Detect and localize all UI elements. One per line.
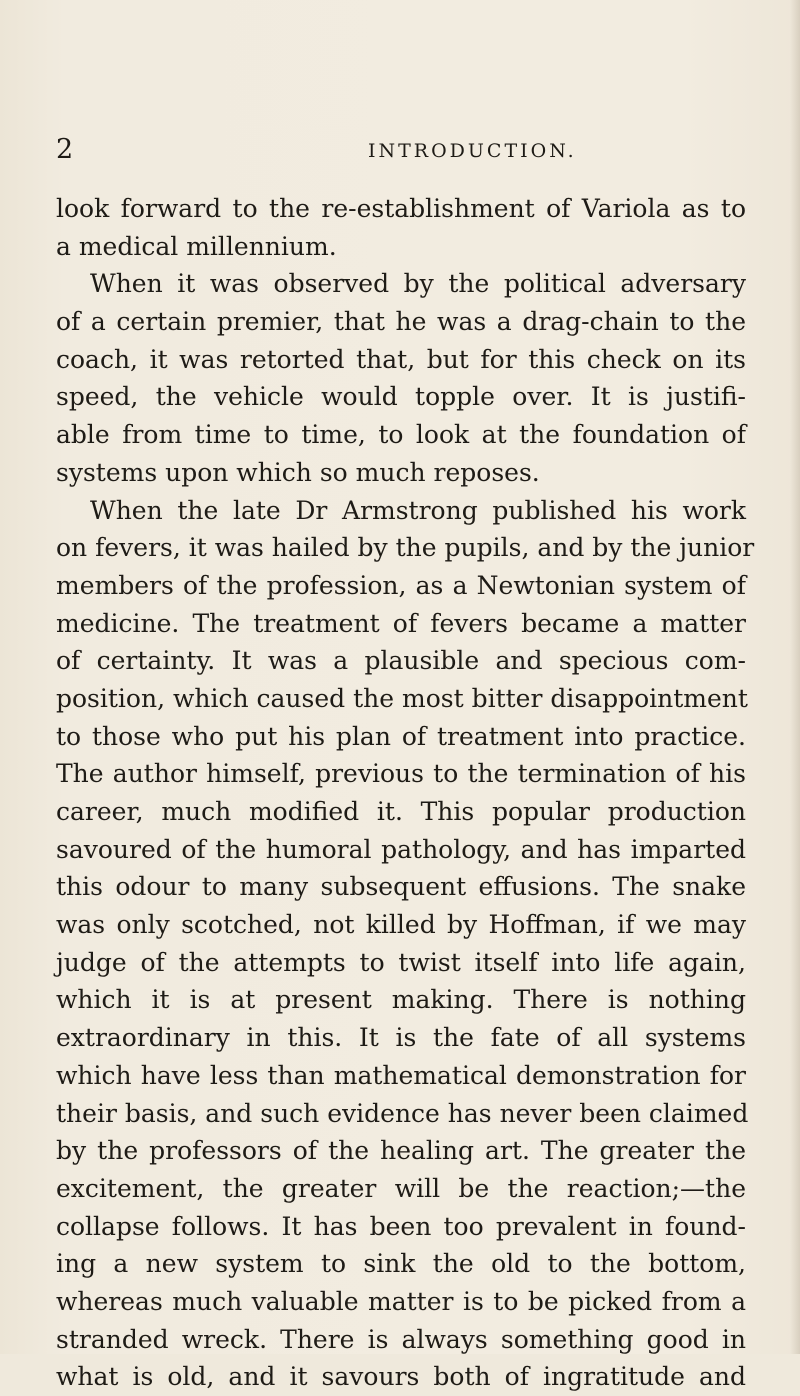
text-line: whereas much valuable matter is to be picked from a [56,1286,746,1316]
text-line: a medical millennium. [56,231,337,261]
text-line: collapse follows. It has been too prevalent in found- [56,1211,746,1241]
text-line: speed, the vehicle would topple over. It is justifi- [56,382,746,412]
text-line: look forward to the re-establishment of Variola as to [56,194,746,223]
text-line: what is old, and it savours both of ingratitude and [56,1362,746,1392]
text-line: this odour to many subsequent effusions. The snake [56,872,746,902]
page-header [56,134,746,174]
text-line: members of the profession, as a Newtonian system of [56,570,746,600]
page-edge-shadow [790,0,800,1354]
text-line: which have less than mathematical demonstration for [56,1060,746,1090]
text-line: extraordinary in this. It is the fate of all systems [56,1023,746,1053]
text-line: ing a new system to sink the old to the bottom, [56,1249,746,1279]
page-number: 2 [56,134,75,165]
text-line: their basis, and such evidence has never been claimed [56,1098,749,1128]
text-line: able from time to time, to look at the foundation of [56,420,746,450]
text-line: medicine. The treatment of fevers became a matter [56,608,746,638]
text-line: When the late Dr Armstrong published his work [90,495,746,525]
text-line: judge of the attempts to twist itself into life again, [56,947,746,977]
text-line: excitement, the greater will be the reaction;—the [56,1173,746,1203]
text-line: The author himself, previous to the termination of his [56,759,746,789]
text-line: systems upon which so much reposes. [56,457,540,487]
text-line: savoured of the humoral pathology, and has imparted [56,834,746,864]
running-head: INTRODUCTION. [368,140,577,162]
text-line: by the professors of the healing art. The greater the [56,1136,746,1166]
text-line: of a certain premier, that he was a drag-chain to the [56,307,746,337]
text-line: stranded wreck. There is always something good in [56,1324,746,1354]
text-line: career, much modified it. This popular production [56,797,746,826]
body-text [56,190,755,1396]
text-line: position, which caused the most bitter disappointment [56,683,748,713]
text-line: When it was observed by the political adversary [90,269,746,299]
text-line: to those who put his plan of treatment into practice. [56,721,746,751]
text-line: coach, it was retorted that, but for this check on its [56,344,746,374]
text-line: was only scotched, not killed by Hoffman, if we may [56,910,746,940]
text-line: of certainty. It was a plausible and specious com- [56,646,746,676]
text-line: on fevers, it was hailed by the pupils, and by the junior [56,533,755,563]
text-line: which it is at present making. There is nothing [56,985,746,1015]
